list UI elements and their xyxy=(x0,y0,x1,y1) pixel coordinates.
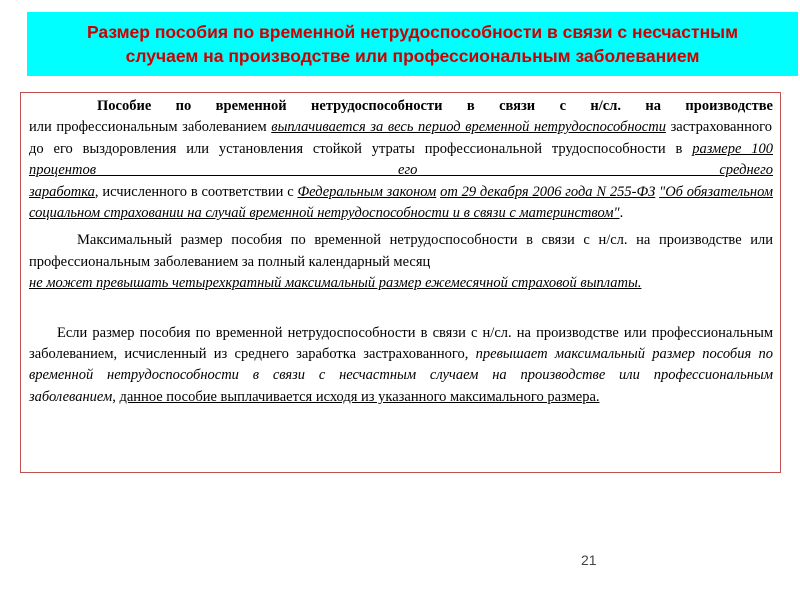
para1-text-2: застрахованного до его выздоровления или установления стойкой утраты профессиональной трудоспособности в xyxy=(29,119,773,157)
para1-law-title: "Об обязательном социальном страховании на случай временной нетрудоспособности и в связи с материнством" xyxy=(29,183,774,222)
para1-emphasis-period: выплачивается за весь период временной нетрудоспособности xyxy=(271,119,666,136)
paragraph-exceeding-rule xyxy=(29,323,773,409)
para3-emphasis-exceeds: превышает максимальный размер пособия по временной нетрудоспособности в связи с несчастным случаем на производстве или профессиональным заболеванием xyxy=(29,346,773,405)
para1-bold-lead: Пособие по временной нетрудоспособности в связи с н/сл. на производстве xyxy=(97,98,773,114)
para1-law-reference: Федеральным законом xyxy=(297,183,437,200)
para3-emphasis-paid: данное пособие выплачивается исходя из указанного максимального размера. xyxy=(119,388,600,405)
para1-text-1: или профессиональным заболеванием xyxy=(29,119,272,136)
para1-text-3: , исчисленного в соответствии с xyxy=(94,183,298,200)
para3-text-2: , xyxy=(112,388,120,405)
para3-text-1: Если размер пособия по временной нетрудоспособности в связи с н/сл. на производстве или профессиональным заболеванием, исчисленный из среднего заработка застрахованного, xyxy=(29,324,773,363)
slide-title-line-1: Размер пособия по временной нетрудоспособности в связи с несчастным xyxy=(86,22,739,42)
para1-emphasis-amount: размере 100 процентов его среднего заработка xyxy=(29,140,774,200)
content-frame xyxy=(20,92,781,473)
para2-text: Максимальный размер пособия по временной нетрудоспособности в связи с н/сл. на производстве или профессиональным заболеванием за полный календарный месяц xyxy=(29,232,773,270)
page-number: 21 xyxy=(581,552,597,568)
paragraph-max-amount xyxy=(29,230,773,294)
para1-text-6: . xyxy=(619,205,624,222)
slide-title xyxy=(27,12,798,76)
paragraph-benefit-period xyxy=(29,96,773,224)
para2-emphasis-limit: не может превышать четырехкратный максимальный размер ежемесячной страховой выплаты. xyxy=(29,275,642,292)
para1-law-date: от 29 декабря 2006 года N 255-ФЗ xyxy=(440,183,656,200)
slide-title-line-2: случаем на производстве или профессиональным заболеванием xyxy=(125,46,700,66)
